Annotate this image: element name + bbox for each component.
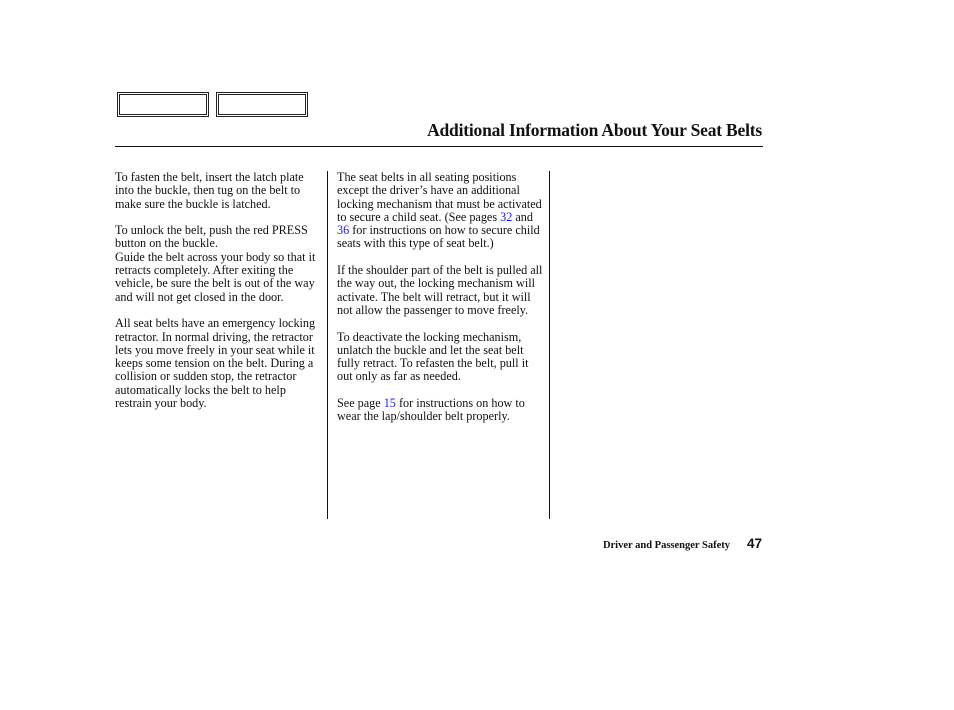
see-page-text: See page (337, 396, 384, 411)
page-32-link[interactable]: 32 (500, 209, 513, 224)
previous-page-button[interactable] (117, 92, 209, 117)
deactivate-locking-paragraph: To deactivate the locking mechanism, unlatch the buckle and let the seat belt fully retract. To refasten the belt, pull it out only as far as needed. (337, 329, 529, 384)
and-text: and (512, 209, 533, 224)
child-seat-locking-paragraph (337, 171, 545, 251)
next-page-button[interactable] (216, 92, 308, 117)
column-divider (327, 171, 328, 519)
retractor-paragraph: All seat belts have an emergency locking retractor. In normal driving, the retractor lets you move freely in your seat while it keeps some tension on the belt. During a collision or sudden stop, the retractor automatically locks the belt to help restrain your body. (115, 316, 316, 411)
child-seat-text: The seat belts in all seating positions except the driver’s have an additional locking mechanism that must be activated to secure a child seat. (See pages (337, 170, 542, 224)
unlock-belt-text: To unlock the belt, push the red PRESS button on the buckle. (115, 223, 308, 251)
unlock-belt-paragraph (115, 224, 323, 304)
see-page-paragraph (337, 397, 545, 424)
see-page-text-end: for instructions on how to wear the lap/shoulder belt properly. (337, 396, 525, 424)
fasten-belt-paragraph: To fasten the belt, insert the latch plate into the buckle, then tug on the belt to make sure the buckle is latched. (115, 170, 304, 211)
page-title: Additional Information About Your Seat Belts (427, 120, 762, 140)
guide-belt-text: Guide the belt across your body so that it retracts completely. After exiting the vehicle, be sure the belt is out of the way and will not get closed in the door. (115, 249, 316, 304)
title-divider (115, 146, 763, 147)
shoulder-belt-paragraph: If the shoulder part of the belt is pulled all the way out, the locking mechanism will activate. The belt will retract, but it will not allow the passenger to move freely. (337, 263, 543, 317)
page-15-link[interactable]: 15 (383, 396, 396, 411)
footer-section-name: Driver and Passenger Safety (602, 540, 730, 551)
child-seat-text-end: for instructions on how to secure child seats with this type of seat belt.) (337, 223, 540, 251)
left-column (115, 171, 323, 424)
middle-column (337, 171, 545, 437)
column-divider (549, 171, 550, 519)
page-number: 47 (746, 536, 762, 551)
page-36-link[interactable]: 36 (337, 223, 350, 238)
